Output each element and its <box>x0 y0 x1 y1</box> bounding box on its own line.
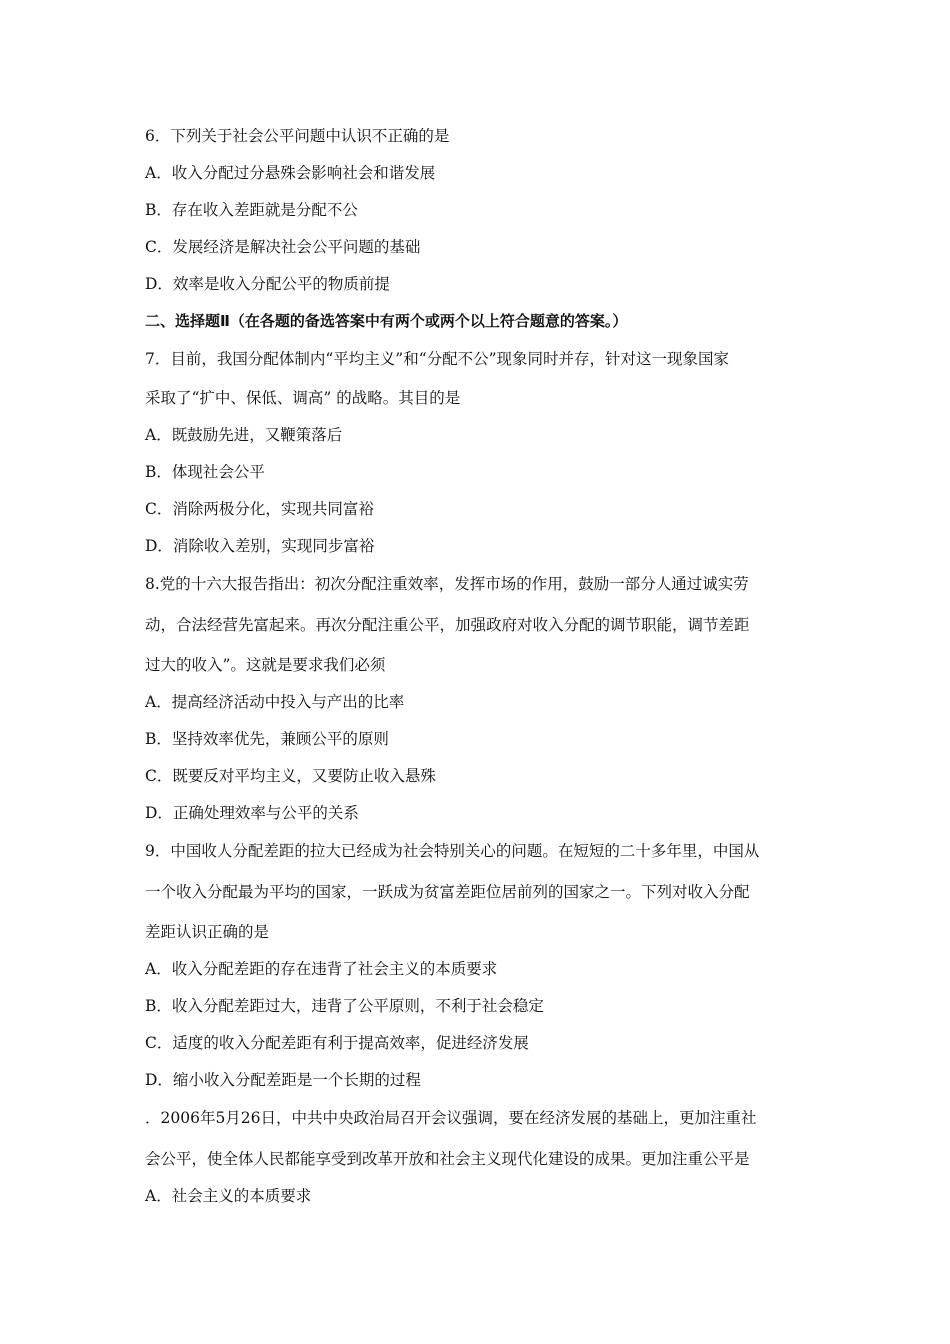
question-6-option-c: C．发展经济是解决社会公平问题的基础 <box>145 238 421 256</box>
question-9-option-a: A．收入分配差距的存在违背了社会主义的本质要求 <box>145 960 498 978</box>
question-7-option-c: C．消除两极分化，实现共同富裕 <box>145 500 374 518</box>
section-2-heading: 二、选择题Ⅱ（在各题的备选答案中有两个或两个以上符合题意的答案。） <box>145 312 628 330</box>
question-7-option-d: D．消除收入差别，实现同步富裕 <box>145 537 375 555</box>
question-8-option-c: C．既要反对平均主义，又要防止收入悬殊 <box>145 767 436 785</box>
question-6-option-a: A．收入分配过分悬殊会影响社会和谐发展 <box>145 164 436 182</box>
question-7-stem-line-1: 7．目前，我国分配体制内“平均主义”和“分配不公”现象同时并存，针对这一现象国家 <box>145 350 730 368</box>
question-6-stem: 6．下列关于社会公平问题中认识不正确的是 <box>145 127 450 145</box>
question-7-option-a: A．既鼓励先进，又鞭策落后 <box>145 426 343 444</box>
question-6-option-b: B．存在收入差距就是分配不公 <box>145 201 358 219</box>
question-10-stem-line-1: ．2006年5月26日，中共中央政治局召开会议强调，要在经济发展的基础上，更加注重社 <box>145 1109 757 1127</box>
question-10-stem-line-2: 会公平，使全体人民都能享受到改革开放和社会主义现代化建设的成果。更加注重公平是 <box>145 1150 750 1168</box>
question-8-stem-line-3: 过大的收入”。这就是要求我们必须 <box>145 656 386 674</box>
question-9-option-d: D．缩小收入分配差距是一个长期的过程 <box>145 1071 421 1089</box>
question-8-stem-line-1: 8.党的十六大报告指出：初次分配注重效率，发挥市场的作用，鼓励一部分人通过诚实劳 <box>145 575 749 593</box>
question-7-stem-line-2: 采取了“扩中、保低、调高” 的战略。其目的是 <box>145 389 461 407</box>
question-8-option-d: D．正确处理效率与公平的关系 <box>145 804 359 822</box>
question-8-stem-line-2: 动，合法经营先富起来。再次分配注重公平，加强政府对收入分配的调节职能，调节差距 <box>145 616 750 634</box>
question-7-option-b: B．体现社会公平 <box>145 463 265 481</box>
question-9-option-c: C．适度的收入分配差距有利于提高效率，促进经济发展 <box>145 1034 529 1052</box>
question-8-option-b: B．坚持效率优先，兼顾公平的原则 <box>145 730 389 748</box>
question-9-stem-line-3: 差距认识正确的是 <box>145 923 270 941</box>
question-9-option-b: B．收入分配差距过大，违背了公平原则，不利于社会稳定 <box>145 997 544 1015</box>
question-8-option-a: A．提高经济活动中投入与产出的比率 <box>145 693 405 711</box>
question-6-option-d: D．效率是收入分配公平的物质前提 <box>145 275 390 293</box>
question-9-stem-line-2: 一个收入分配最为平均的国家，一跃成为贫富差距位居前列的国家之一。下列对收入分配 <box>145 883 750 901</box>
question-10-option-a: A．社会主义的本质要求 <box>145 1187 312 1205</box>
question-9-stem-line-1: 9．中国收人分配差距的拉大已经成为社会特别关心的问题。在短短的二十多年里，中国从 <box>145 842 760 860</box>
